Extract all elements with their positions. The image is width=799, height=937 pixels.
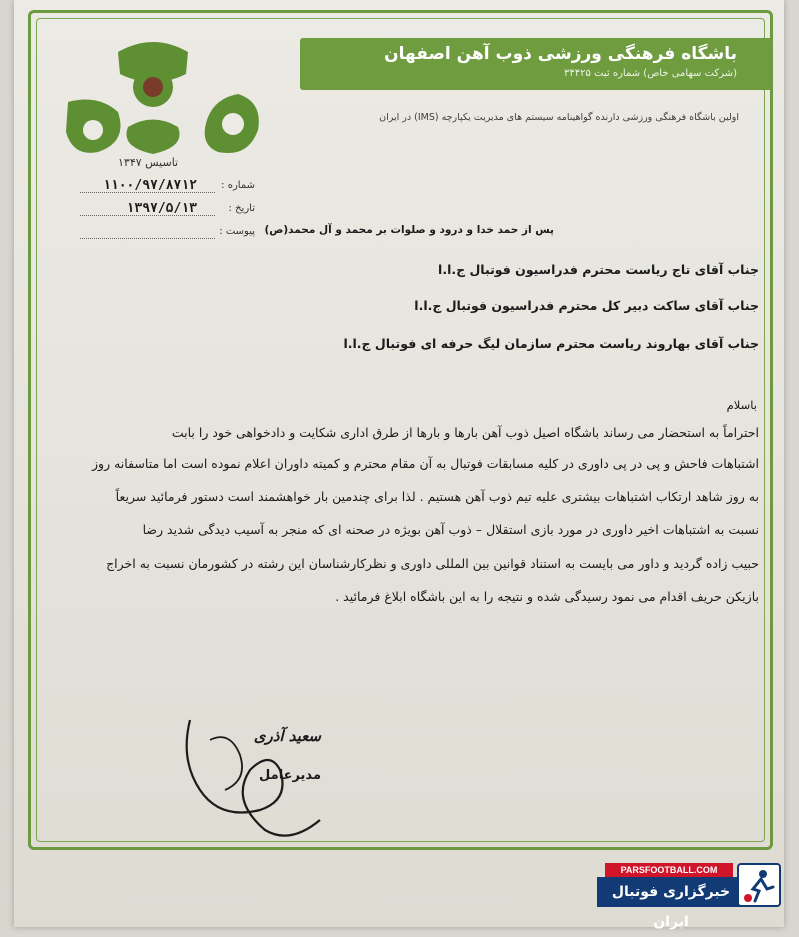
body-line: حبیب زاده گردید و داور می بایست به استناد قوانین بین المللی داوری و نظرکارشناسان این رشته در کشورمان نسبت به اخراج [106,556,759,571]
ims-certification-line: اولین باشگاه فرهنگی ورزشی دارنده گواهینامه سیستم های مدیریت یکپارچه (IMS) در ایران [379,112,739,123]
club-name: باشگاه فرهنگی ورزشی ذوب آهن اصفهان [384,44,737,64]
addressee-3: جناب آقای بهاروند ریاست محترم سازمان لیگ حرفه ای فوتبال ج.ا.ا [343,336,759,351]
addressee-1: جناب آقای تاج ریاست محترم فدراسیون فوتبال ج.ا.ا [438,262,759,277]
body-line: بازیکن حریف اقدام می نمود رسیدگی شده و نتیجه را به این باشگاه ابلاغ فرمائید . [335,589,759,604]
signer-title: مدیرعامل [259,768,321,783]
body-line: اشتباهات فاحش و پی در پی داوری در کلیه مسابقات فوتبال به آن مقام محترم و کمیته داوران اعلام نموده است اما متاسفانه روز [92,456,759,471]
greeting: باسلام [726,398,757,412]
number-value: ۱۱۰۰/۹۷/۸۷۱۲ [103,178,197,193]
number-label: شماره : [221,180,255,191]
body-line: احتراماً به استحضار می رساند باشگاه اصیل ذوب آهن بارها و بارها از طرق اداری شکایت و دادخواهی خود را بابت [171,425,759,440]
opening-salutation: پس از حمد خدا و درود و صلوات بر محمد و آل محمد(ص) [264,224,554,236]
parsfootball-watermark [597,863,785,930]
body-line: به روز شاهد ارتکاب اشتباهات بیشتری علیه تیم ذوب آهن هستیم . لذا برای چندمین بار خواهشمند است دستور فرمائید سریعاً [115,489,759,504]
founded-year: تاسیس ۱۳۴۷ [118,156,179,169]
club-registration: (شرکت سهامی خاص) شماره ثبت ۳۴۴۲۵ [564,68,737,79]
body-line: نسبت به اشتباهات اخیر داوری در مورد بازی استقلال – ذوب آهن بویژه در صحنه ای که منجر به آسیب دیدگی شدید رضا [142,522,759,537]
letter-date-row [80,203,255,221]
watermark-label: خبرگزاری فوتبال ایران [597,877,745,907]
letter-attachment-row [80,226,255,244]
watermark-site: PARSFOOTBALL.COM [605,863,733,877]
previous-page-edge [260,0,460,8]
date-label: تاریخ : [228,203,255,214]
date-value: ۱۳۹۷/۵/۱۳ [126,201,197,216]
letter-number-row [80,180,255,198]
zob-ahan-logo-icon [58,32,268,162]
attachment-label: پیوست : [219,226,255,237]
addressee-2: جناب آقای ساکت دبیر کل محترم فدراسیون فوتبال ج.ا.ا [414,298,759,313]
football-player-icon [737,863,781,907]
signer-name: سعید آذری [253,727,321,745]
